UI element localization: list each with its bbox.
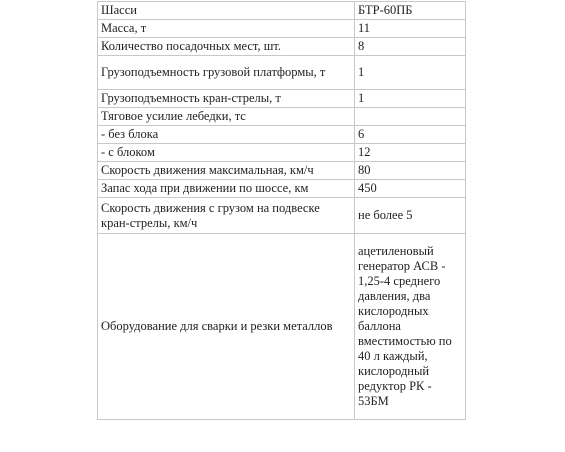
- value-cell: 6: [355, 126, 466, 144]
- value-cell: 12: [355, 144, 466, 162]
- value-cell: 11: [355, 20, 466, 38]
- value-cell: 450: [355, 180, 466, 198]
- param-cell: Шасси: [98, 2, 355, 20]
- table-row: [98, 234, 466, 420]
- specifications-table: [97, 1, 466, 420]
- table-row: [98, 180, 466, 198]
- value-cell: 1: [355, 90, 466, 108]
- value-cell: 1: [355, 56, 466, 90]
- value-cell: 8: [355, 38, 466, 56]
- table-row: [98, 90, 466, 108]
- table-row: [98, 162, 466, 180]
- param-cell: Тяговое усилие лебедки, тс: [98, 108, 355, 126]
- param-cell: Оборудование для сварки и резки металлов: [98, 234, 355, 420]
- param-cell: Скорость движения с грузом на подвеске кран-стрелы, км/ч: [98, 198, 355, 234]
- table-row: [98, 108, 466, 126]
- table-row: [98, 2, 466, 20]
- param-cell: Количество посадочных мест, шт.: [98, 38, 355, 56]
- table-row: [98, 126, 466, 144]
- param-cell: Грузоподъемность кран-стрелы, т: [98, 90, 355, 108]
- param-cell: - с блоком: [98, 144, 355, 162]
- value-cell: 80: [355, 162, 466, 180]
- value-cell: БТР-60ПБ: [355, 2, 466, 20]
- table-row: [98, 20, 466, 38]
- param-cell: Запас хода при движении по шоссе, км: [98, 180, 355, 198]
- table-row: [98, 56, 466, 90]
- value-cell: ацетиленовый генератор АСВ - 1,25-4 среднего давления, два кислородных баллона вместимостью по 40 л каждый, кислородный редуктор РК - 53БМ: [355, 234, 466, 420]
- table-row: [98, 144, 466, 162]
- param-cell: Скорость движения максимальная, км/ч: [98, 162, 355, 180]
- table-row: [98, 198, 466, 234]
- param-cell: - без блока: [98, 126, 355, 144]
- param-cell: Масса, т: [98, 20, 355, 38]
- value-cell: [355, 108, 466, 126]
- value-cell: не более 5: [355, 198, 466, 234]
- param-cell: Грузоподъемность грузовой платформы, т: [98, 56, 355, 90]
- table-row: [98, 38, 466, 56]
